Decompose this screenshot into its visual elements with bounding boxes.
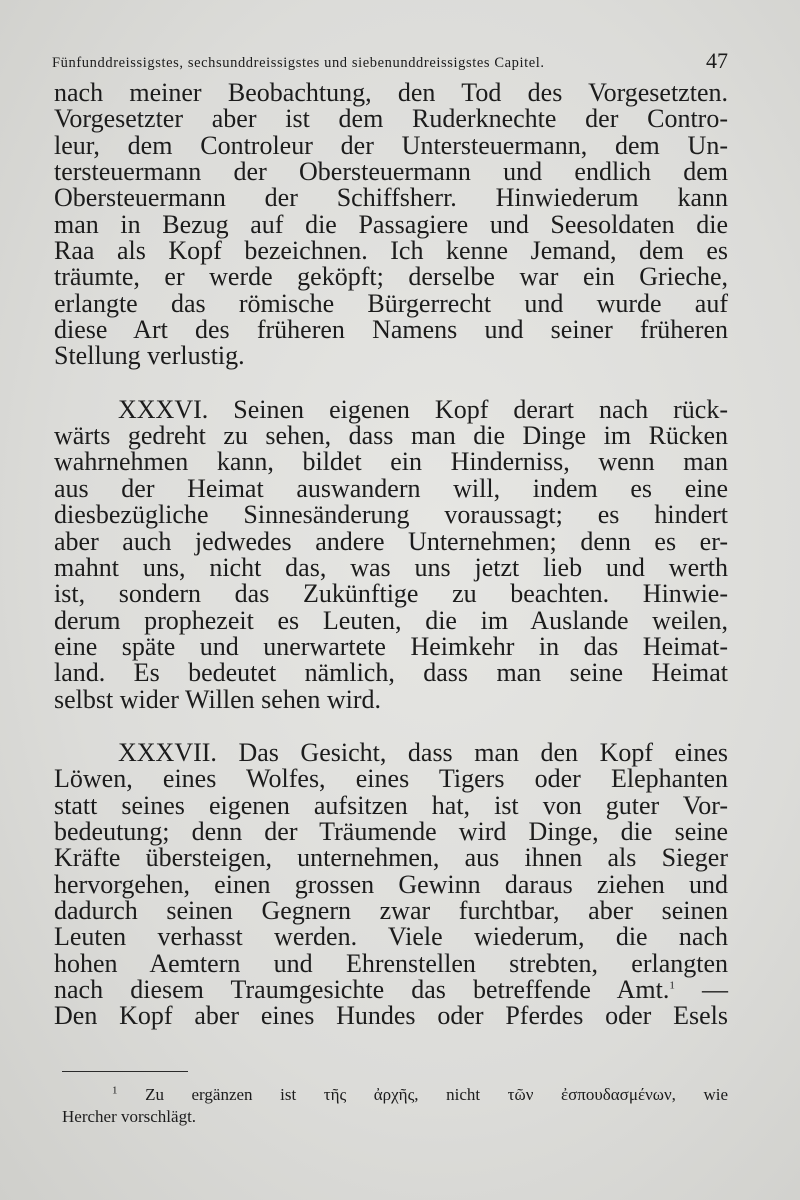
section-start-line: XXXVI. Seinen eigenen Kopf derart nach rück- [118,394,728,424]
body-text [54,80,728,1030]
text-line: aus der Heimat auswandern will, indem es eine [54,473,728,503]
running-head [52,36,728,76]
text-line: Obersteuermann der Schiffsherr. Hinwiederum kann [54,183,728,213]
text-line: Löwen, eines Wolfes, eines Tigers oder Elephanten [54,764,728,794]
footnote-marker: 1 [112,1084,118,1097]
page-number: 47 [706,48,728,73]
section-start-line: XXXVII. Das Gesicht, dass man den Kopf eines [118,737,728,767]
text-line: dadurch seinen Gegnern zwar furchtbar, aber seinen [54,895,728,925]
text-line: Vorgesetzter aber ist dem Ruderknechte der Contro- [54,104,728,134]
text-line: nach meiner Beobachtung, den Tod des Vorgesetzten. [54,78,728,107]
text-line: Stellung verlustig. [54,341,245,371]
text-line-with-footnote-ref [54,977,728,1003]
footnote-reference: 1 [669,979,675,992]
text-line: selbst wider Willen sehen wird. [54,684,382,714]
text-line: hohen Aemtern und Ehrenstellen strebten, erlangten [54,948,728,978]
text-fragment: — [674,975,728,1004]
text-line: diese Art des früheren Namens und seiner früheren [54,315,728,345]
text-line: träumte, er werde geköpft; derselbe war ein Grieche, [54,262,728,292]
text-line: bedeutung; denn der Träumende wird Dinge, die seine [54,816,728,846]
text-line: Leuten verhasst werden. Viele wiederum, die nach [54,922,728,952]
footnote-divider [62,1071,188,1072]
text-line: tersteuermann der Obersteuermann und endlich dem [54,157,728,187]
text-line: ist, sondern das Zukünftige zu beachten. Hinwie- [54,579,728,609]
text-line: erlangte das römische Bürgerrecht und wurde auf [54,288,728,318]
text-line: eine späte und unerwartete Heimkehr in das Heimat- [54,631,728,661]
text-line: wahrnehmen kann, bildet ein Hinderniss, wenn man [54,447,728,477]
text-line: diesbezügliche Sinnesänderung voraussagt; es hindert [54,500,728,530]
text-line: Den Kopf aber eines Hundes oder Pferdes oder Esels [54,1001,728,1031]
footnote [62,1084,728,1128]
running-title: Fünfunddreissigstes, sechsunddreissigstes und siebenunddreissigstes Capitel. [52,55,545,71]
text-fragment: nach diesem Traumgesichte das betreffende Amt. [54,975,670,1004]
text-line: mahnt uns, nicht das, was uns jetzt lieb und werth [54,552,728,582]
footnote-text: Zu ergänzen ist τῆς ἀρχῆς, nicht τῶν ἐσπουδασμένων, wie [145,1085,728,1104]
paragraph-gap [54,713,728,740]
text-line: statt seines eigenen aufsitzen hat, ist von guter Vor- [54,790,728,820]
footnote-line [62,1084,728,1106]
text-line: Kräfte übersteigen, unternehmen, aus ihnen als Sieger [54,843,728,873]
text-line: Raa als Kopf bezeichnen. Ich kenne Jemand, dem es [54,236,728,266]
text-line: derum prophezeit es Leuten, die im Auslande weilen, [54,605,728,635]
text-line: aber auch jedwedes andere Unternehmen; denn es er- [54,526,728,556]
paragraph-gap [54,370,728,397]
text-line: man in Bezug auf die Passagiere und Seesoldaten die [54,209,728,239]
text-line: wärts gedreht zu sehen, dass man die Dinge im Rücken [54,421,728,451]
text-line: hervorgehen, einen grossen Gewinn daraus ziehen und [54,869,728,899]
text-line: leur, dem Controleur der Untersteuermann, dem Un- [54,130,728,160]
text-line: land. Es bedeutet nämlich, dass man seine Heimat [54,658,728,688]
footnote-line: Hercher vorschlägt. [62,1107,197,1126]
